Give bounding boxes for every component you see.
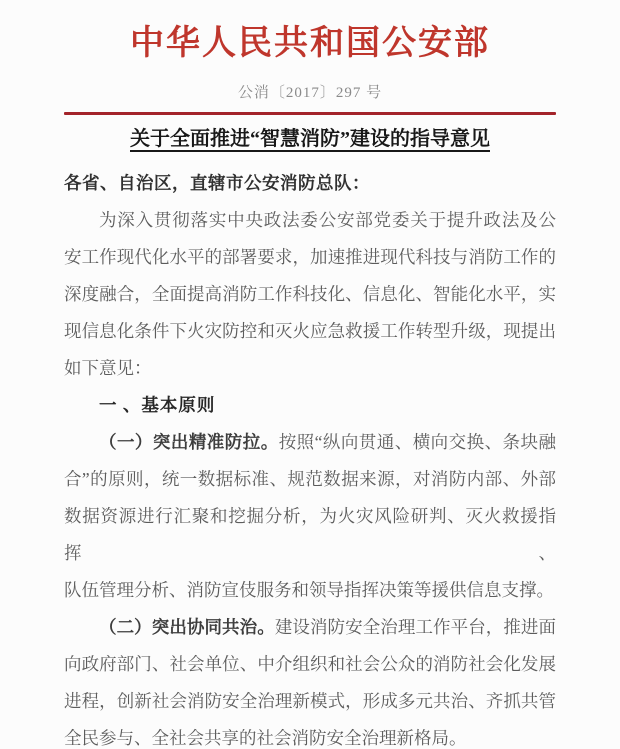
paragraph-2-line-3: 数据资源进行汇聚和挖掘分析，为火灾风险研判、灭火救援指挥、 (64, 506, 556, 563)
red-divider-rule (64, 112, 556, 115)
paragraph-2-line-1-rest: 按照“纵向贯通、横向交换、条块融 (278, 432, 556, 452)
paragraph-2-line-2: 合”的原则，统一数据标准、规范数据来源，对消防内部、外部 (64, 469, 556, 489)
doc-title: 关于全面推进“智慧消防”建设的指导意见 (130, 128, 490, 150)
paragraph-1-line-2: 安工作现代化水平的部署要求，加速推进现代科技与消防工作的 (64, 247, 556, 267)
paragraph-3-lead: （二）突出协同共治。 (99, 617, 275, 637)
paragraph-1-line-3: 深度融合，全面提高消防工作科技化、信息化、智能化水平，实 (64, 284, 556, 304)
org-title: 中华人民共和国公安部 (130, 25, 490, 62)
paragraph-3-line-3: 进程，创新社会消防安全治理新模式，形成多元共治、齐抓共管 (64, 691, 556, 711)
paragraph-2-lead: （一）突出精准防拉。 (99, 432, 279, 452)
paragraph-1-line-5: 如下意见： (64, 358, 152, 378)
paragraph-3-line-1-rest: 建设消防安全治理工作平台，推进面 (274, 617, 557, 637)
paragraph-3-line-4: 全民参与、全社会共享的社会消防安全治理新格局。 (64, 728, 467, 748)
paragraph-1-line-4: 现信息化条件下火灾防控和灭火应急救援工作转型升级，现提出 (64, 321, 556, 341)
salutation-line: 各省、自治区，直辖市公安消防总队： (64, 173, 370, 193)
paragraph-1-line-1: 为深入贯彻落实中央政法委公安部党委关于提升政法及公 (99, 210, 556, 230)
document-header (0, 22, 620, 154)
document-body (64, 165, 556, 749)
doc-number: 公消〔2017〕297 号 (237, 85, 383, 101)
paragraph-3-line-1 (64, 609, 556, 646)
paragraph-2-line-4: 队伍管理分析、消防宣伎服务和领导指挥决策等援供信息支撑。 (64, 580, 554, 600)
paragraph-2-line-1 (64, 424, 556, 461)
section-heading-basic-principles: 一 、基本原则 (99, 395, 216, 415)
paragraph-3-line-2: 向政府部门、社会单位、中介组织和社会公众的消防社会化发展 (64, 654, 556, 674)
